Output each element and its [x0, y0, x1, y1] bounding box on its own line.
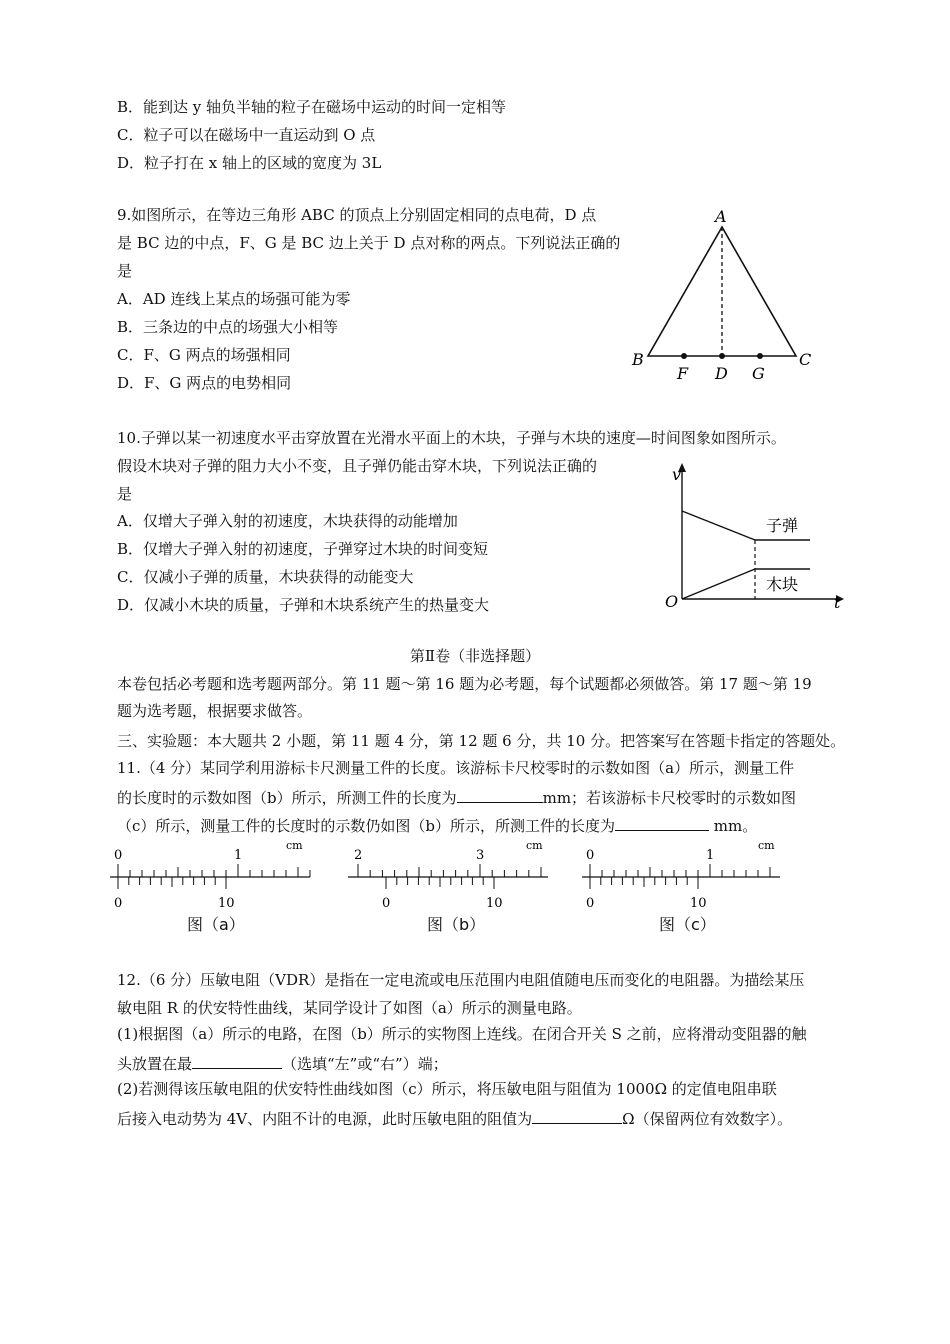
unit-label: cm	[286, 839, 303, 852]
label-d: D	[715, 364, 728, 383]
point-f	[681, 353, 687, 359]
label-t: t	[834, 593, 841, 612]
q12-line6-part1: 后接入电动势为 4V、内阻不计的电源，此时压敏电阻的阻值为	[117, 1110, 533, 1128]
q9-option-d: D．F、G 两点的电势相同	[117, 374, 292, 392]
caliper-figure-c	[580, 836, 790, 912]
caption-c: 图（c）	[659, 915, 716, 934]
label-origin: O	[665, 592, 679, 611]
label-block: 木块	[766, 575, 799, 594]
q9-stem-line3: 是	[117, 262, 133, 280]
label-v: v	[672, 465, 682, 484]
q9-stem-line1: 9.如图所示，在等边三角形 ABC 的顶点上分别固定相同的点电荷，D 点	[117, 206, 597, 224]
q10-option-b: B．仅增大子弹入射的初速度，子弹穿过木块的时间变短	[117, 540, 489, 558]
label-b: B	[632, 350, 644, 369]
main-scale-label-3: 3	[476, 848, 485, 863]
vernier-label-0: 0	[586, 896, 595, 911]
q10-option-a: A．仅增大子弹入射的初速度，木块获得的动能增加	[117, 512, 458, 530]
q9-option-c: C．F、G 两点的场强相同	[117, 346, 291, 364]
main-scale-label-1: 1	[234, 848, 243, 863]
q8-option-c: C．粒子可以在磁场中一直运动到 O 点	[117, 126, 376, 144]
q9-option-b: B．三条边的中点的场强大小相等	[117, 318, 339, 336]
caliper-ticks	[348, 864, 548, 889]
q9-option-a: A．AD 连线上某点的场强可能为零	[117, 290, 351, 308]
q11-stem-line2	[117, 786, 796, 808]
vernier-label-0: 0	[114, 896, 123, 911]
q12-answer-blank-1[interactable]	[192, 1052, 282, 1069]
caliper-ticks	[582, 864, 780, 889]
q12-stem-line1: 12.（6 分）压敏电阻（VDR）是指在一定电流或电压范围内电阻值随电压而变化的电阻器。为描绘某压	[117, 971, 805, 989]
q12-line6-part2: Ω（保留两位有效数字）。	[622, 1110, 793, 1128]
unit-label: cm	[526, 839, 543, 852]
q12-part1-line1: (1)根据图（a）所示的电路，在图（b）所示的实物图上连线。在闭合开关 S 之前，应将滑动变阻器的触	[117, 1025, 807, 1043]
q11-stem-line3	[117, 814, 757, 836]
part2-title: 第Ⅱ卷（非选择题）	[409, 647, 541, 665]
part2-intro-line2: 题为选考题，根据要求做答。	[117, 702, 313, 720]
block-line	[682, 569, 755, 599]
label-bullet: 子弹	[766, 516, 799, 535]
q12-line4-part1: 头放置在最	[117, 1055, 193, 1073]
q11-answer-blank-2[interactable]	[615, 814, 709, 831]
caption-b: 图（b）	[427, 915, 486, 934]
q11-line3-part1: （c）所示，测量工件的长度时的示数仍如图（b）所示，所测工件的长度为	[117, 817, 616, 835]
main-scale-label-0: 0	[114, 848, 123, 863]
point-g	[757, 353, 763, 359]
caption-a: 图（a）	[187, 915, 245, 934]
q11-line2-part1: 的长度时的示数如图（b）所示，所测工件的长度为	[117, 789, 457, 807]
q10-stem-line2: 假设木块对子弹的阻力大小不变，且子弹仍能击穿木块，下列说法正确的	[117, 457, 598, 475]
q11-line2-part2: mm；若该游标卡尺校零时的示数如图	[542, 789, 797, 807]
label-g: G	[752, 364, 765, 383]
bullet-line	[682, 511, 755, 540]
velocity-time-graph	[660, 458, 850, 613]
q10-stem-line1: 10.子弹以某一初速度水平击穿放置在光滑水平面上的木块，子弹与木块的速度—时间图象如图所示。	[117, 429, 786, 447]
vernier-label-0: 0	[382, 896, 391, 911]
vernier-label-10: 10	[690, 896, 707, 911]
vernier-label-10: 10	[218, 896, 235, 911]
caliper-ticks	[110, 864, 310, 889]
main-scale-label-1: 1	[706, 848, 715, 863]
caliper-figure-b	[346, 836, 556, 912]
q11-line3-part2: mm。	[709, 817, 758, 835]
main-scale-label-2: 2	[354, 848, 363, 863]
vernier-label-10: 10	[486, 896, 503, 911]
q8-option-d: D．粒子打在 x 轴上的区域的宽度为 3L	[117, 154, 382, 172]
q12-part2-line1: (2)若测得该压敏电阻的伏安特性曲线如图（c）所示，将压敏电阻与阻值为 1000Ω 的定值电阻串联	[117, 1080, 777, 1098]
q10-option-c: C．仅减小子弹的质量，木块获得的动能变大	[117, 568, 414, 586]
q12-stem-line2: 敏电阻 R 的伏安特性曲线，某同学设计了如图（a）所示的测量电路。	[117, 999, 582, 1017]
q12-part1-line2	[117, 1052, 448, 1074]
q11-answer-blank-1[interactable]	[457, 786, 543, 803]
q8-option-b: B．能到达 y 轴负半轴的粒子在磁场中运动的时间一定相等	[117, 98, 507, 116]
section3-heading: 三、实验题：本大题共 2 小题，第 11 题 4 分，第 12 题 6 分，共 10 分。把答案写在答题卡指定的答题处。	[117, 732, 846, 750]
q10-stem-line3: 是	[117, 485, 133, 503]
label-c: C	[799, 350, 812, 369]
part2-intro-line1: 本卷包括必考题和选考题两部分。第 11 题～第 16 题为必考题，每个试题都必须做答。第 17 题～第 19	[117, 675, 812, 693]
q10-option-d: D．仅减小木块的质量，子弹和木块系统产生的热量变大	[117, 596, 490, 614]
caliper-figure-a	[108, 836, 318, 912]
q11-stem-line1: 11.（4 分）某同学利用游标卡尺测量工件的长度。该游标卡尺校零时的示数如图（a）所示，测量工件	[117, 759, 795, 777]
label-a: A	[715, 207, 727, 226]
unit-label: cm	[758, 839, 775, 852]
label-f: F	[677, 364, 689, 383]
q12-line4-part2: （选填“左”或“右”）端；	[282, 1055, 448, 1073]
main-scale-label-0: 0	[586, 848, 595, 863]
point-d	[719, 353, 725, 359]
q12-part2-line2	[117, 1107, 792, 1129]
triangle-figure	[628, 205, 818, 385]
q9-stem-line2: 是 BC 边的中点，F、G 是 BC 边上关于 D 点对称的两点。下列说法正确的	[117, 234, 621, 252]
q12-answer-blank-2[interactable]	[532, 1107, 622, 1124]
